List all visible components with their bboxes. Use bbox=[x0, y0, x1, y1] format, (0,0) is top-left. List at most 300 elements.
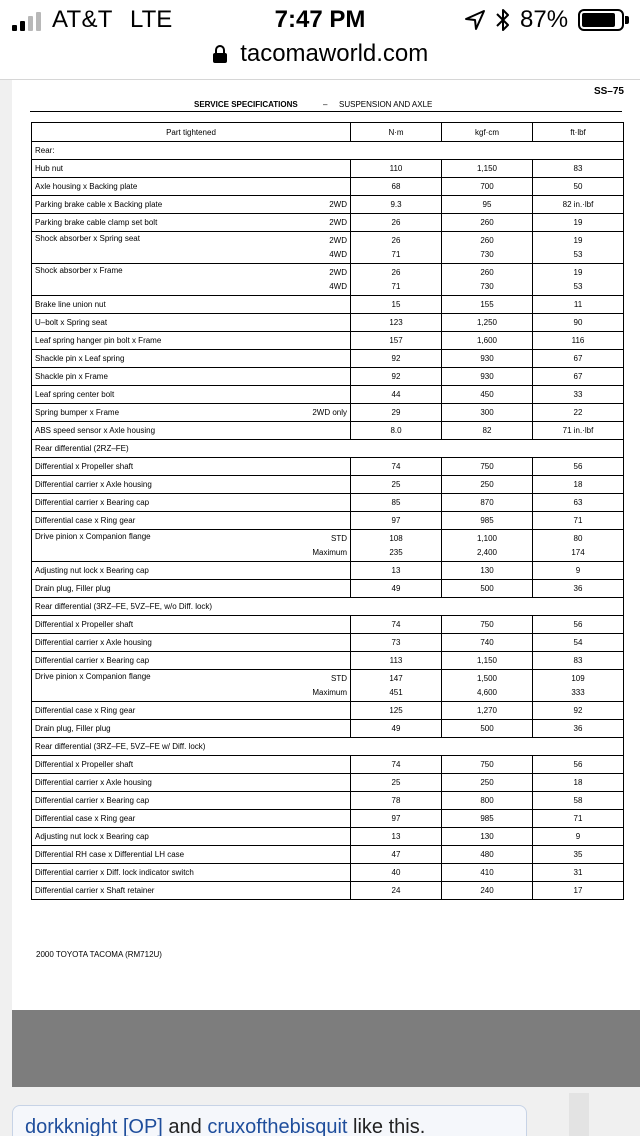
ft-value: 31 bbox=[533, 864, 624, 882]
part-cell bbox=[32, 332, 351, 350]
part-notes bbox=[329, 234, 347, 262]
part-cell bbox=[32, 652, 351, 670]
ft-value: 56 bbox=[533, 458, 624, 476]
kgf-value: 410 bbox=[442, 864, 533, 882]
part-name: Drive pinion x Companion flange bbox=[35, 531, 151, 541]
part-cell bbox=[32, 368, 351, 386]
battery-percent: 87% bbox=[520, 6, 569, 33]
part-name: Differential carrier x Bearing cap bbox=[35, 796, 150, 805]
likes-card bbox=[12, 1105, 527, 1136]
nm-value: 92 bbox=[351, 368, 442, 386]
part-name: Differential carrier x Axle housing bbox=[35, 480, 152, 489]
kgf-value: 95 bbox=[442, 196, 533, 214]
ft-value: 67 bbox=[533, 350, 624, 368]
nm-value: 8.0 bbox=[351, 422, 442, 440]
nm-value: 26 bbox=[391, 235, 401, 245]
nm-value: 47 bbox=[351, 846, 442, 864]
ft-value: 19 bbox=[573, 267, 583, 277]
table-row bbox=[32, 196, 624, 214]
part-name: Differential x Propeller shaft bbox=[35, 760, 134, 769]
nm-value: 235 bbox=[389, 547, 403, 557]
part-cell bbox=[32, 350, 351, 368]
part-name: Differential RH case x Differential LH case bbox=[35, 850, 185, 859]
part-cell bbox=[32, 296, 351, 314]
kgf-value: 930 bbox=[442, 350, 533, 368]
header-title: SERVICE SPECIFICATIONS bbox=[194, 100, 298, 109]
url-text[interactable]: tacomaworld.com bbox=[240, 40, 429, 67]
kgf-value: 260 bbox=[442, 214, 533, 232]
section-row bbox=[32, 738, 624, 756]
part-cell bbox=[32, 846, 351, 864]
part-name: Parking brake cable clamp set bolt bbox=[35, 218, 158, 227]
nm-value: 49 bbox=[351, 580, 442, 598]
part-name: Leaf spring center bolt bbox=[35, 390, 115, 399]
table-row bbox=[32, 232, 624, 264]
part-name: Spring bumper x Frame bbox=[35, 408, 120, 417]
table-row bbox=[32, 810, 624, 828]
nm-value: 451 bbox=[389, 687, 403, 697]
table-row bbox=[32, 476, 624, 494]
part-note: Maximum bbox=[312, 547, 347, 557]
part-name: Drive pinion x Companion flange bbox=[35, 671, 151, 681]
part-cell bbox=[32, 810, 351, 828]
part-note: STD bbox=[331, 673, 347, 683]
kgf-value: 750 bbox=[442, 756, 533, 774]
nm-value: 40 bbox=[351, 864, 442, 882]
kgf-value-cell bbox=[442, 670, 533, 702]
likes-joiner: and bbox=[168, 1116, 202, 1136]
part-cell bbox=[32, 864, 351, 882]
nm-value: 26 bbox=[351, 214, 442, 232]
kgf-value-cell bbox=[442, 264, 533, 296]
table-row bbox=[32, 494, 624, 512]
nm-value: 74 bbox=[351, 458, 442, 476]
ft-value: 58 bbox=[533, 792, 624, 810]
header-dash: – bbox=[323, 100, 328, 109]
column-header-ft: ft·lbf bbox=[533, 123, 624, 142]
table-row bbox=[32, 350, 624, 368]
table-row bbox=[32, 670, 624, 702]
kgf-value: 730 bbox=[480, 281, 494, 291]
table-row bbox=[32, 864, 624, 882]
part-name: Parking brake cable x Backing plate bbox=[35, 200, 163, 209]
ft-value: 71 in.·lbf bbox=[533, 422, 624, 440]
ft-value-cell bbox=[533, 264, 624, 296]
part-cell bbox=[32, 634, 351, 652]
ft-value: 71 bbox=[533, 512, 624, 530]
battery-level-fill bbox=[582, 13, 615, 27]
table-row bbox=[32, 580, 624, 598]
ft-value-stack bbox=[533, 532, 623, 560]
kgf-value: 130 bbox=[442, 562, 533, 580]
part-name: Differential x Propeller shaft bbox=[35, 462, 134, 471]
table-body bbox=[32, 142, 624, 900]
part-cell bbox=[32, 264, 351, 296]
kgf-value: 1,150 bbox=[442, 652, 533, 670]
nm-value-cell bbox=[351, 530, 442, 562]
part-cell bbox=[32, 214, 351, 232]
table-row bbox=[32, 562, 624, 580]
ft-value: 19 bbox=[573, 235, 583, 245]
table-row bbox=[32, 386, 624, 404]
table-row bbox=[32, 720, 624, 738]
nm-value-stack bbox=[351, 234, 441, 262]
column-header-nm: N·m bbox=[351, 123, 442, 142]
nm-value: 125 bbox=[351, 702, 442, 720]
table-header-row bbox=[32, 123, 624, 142]
part-note: 2WD bbox=[329, 200, 347, 209]
section-label: Rear: bbox=[32, 142, 624, 160]
nm-value-cell bbox=[351, 232, 442, 264]
table-row bbox=[32, 296, 624, 314]
kgf-value: 700 bbox=[442, 178, 533, 196]
ft-value: 53 bbox=[573, 281, 583, 291]
table-row bbox=[32, 616, 624, 634]
kgf-value: 260 bbox=[480, 267, 494, 277]
part-name: Differential x Propeller shaft bbox=[35, 620, 134, 629]
ft-value: 54 bbox=[533, 634, 624, 652]
nm-value: 108 bbox=[389, 533, 403, 543]
kgf-value: 1,600 bbox=[442, 332, 533, 350]
nm-value: 68 bbox=[351, 178, 442, 196]
kgf-value: 240 bbox=[442, 882, 533, 900]
section-row bbox=[32, 598, 624, 616]
lock-icon bbox=[212, 44, 228, 64]
kgf-value-stack bbox=[442, 672, 532, 700]
section-row bbox=[32, 440, 624, 458]
table-row bbox=[32, 702, 624, 720]
part-cell bbox=[32, 232, 351, 264]
part-name: Differential carrier x Diff. lock indicator switch bbox=[35, 868, 194, 877]
table-row bbox=[32, 214, 624, 232]
ft-value: 56 bbox=[533, 616, 624, 634]
part-cell bbox=[32, 616, 351, 634]
nm-value-cell bbox=[351, 264, 442, 296]
table-row bbox=[32, 512, 624, 530]
part-name: Differential case x Ring gear bbox=[35, 706, 136, 715]
column-header-part: Part tightened bbox=[32, 123, 351, 142]
nm-value: 123 bbox=[351, 314, 442, 332]
document-footer: 2000 TOYOTA TACOMA (RM712U) bbox=[36, 950, 162, 959]
ft-value: 33 bbox=[533, 386, 624, 404]
ft-value: 63 bbox=[533, 494, 624, 512]
nm-value: 147 bbox=[389, 673, 403, 683]
kgf-value-cell bbox=[442, 530, 533, 562]
part-name: Brake line union nut bbox=[35, 300, 106, 309]
nm-value: 73 bbox=[351, 634, 442, 652]
table-row bbox=[32, 458, 624, 476]
part-cell bbox=[32, 476, 351, 494]
kgf-value: 750 bbox=[442, 616, 533, 634]
ft-value: 36 bbox=[533, 720, 624, 738]
section-row bbox=[32, 142, 624, 160]
nm-value-stack bbox=[351, 532, 441, 560]
kgf-value: 740 bbox=[442, 634, 533, 652]
ft-value: 83 bbox=[533, 160, 624, 178]
part-note: 4WD bbox=[329, 281, 347, 291]
table-row bbox=[32, 178, 624, 196]
ft-value: 17 bbox=[533, 882, 624, 900]
header-rule bbox=[30, 111, 622, 112]
nm-value: 9.3 bbox=[351, 196, 442, 214]
nm-value: 25 bbox=[351, 476, 442, 494]
table-row bbox=[32, 368, 624, 386]
kgf-value: 4,600 bbox=[476, 687, 498, 697]
ft-value: 80 bbox=[573, 533, 583, 543]
part-cell bbox=[32, 196, 351, 214]
ft-value: 35 bbox=[533, 846, 624, 864]
scroll-strip bbox=[569, 1093, 589, 1136]
kgf-value: 800 bbox=[442, 792, 533, 810]
kgf-value: 1,250 bbox=[442, 314, 533, 332]
nm-value: 15 bbox=[351, 296, 442, 314]
part-cell bbox=[32, 512, 351, 530]
nm-value: 71 bbox=[391, 281, 401, 291]
ft-value: 36 bbox=[533, 580, 624, 598]
part-name: Axle housing x Backing plate bbox=[35, 182, 138, 191]
kgf-value: 155 bbox=[442, 296, 533, 314]
ft-value: 9 bbox=[533, 562, 624, 580]
part-cell bbox=[32, 670, 351, 702]
part-cell bbox=[32, 756, 351, 774]
kgf-value: 300 bbox=[442, 404, 533, 422]
nm-value: 110 bbox=[351, 160, 442, 178]
section-label: Rear differential (3RZ–FE, 5VZ–FE w/ Diff. lock) bbox=[32, 738, 624, 756]
part-name: Adjusting nut lock x Bearing cap bbox=[35, 566, 149, 575]
part-notes bbox=[312, 532, 347, 560]
part-note: 4WD bbox=[329, 249, 347, 259]
table-row bbox=[32, 332, 624, 350]
nm-value: 92 bbox=[351, 350, 442, 368]
nm-value: 25 bbox=[351, 774, 442, 792]
kgf-value: 1,270 bbox=[442, 702, 533, 720]
part-name: Differential carrier x Axle housing bbox=[35, 778, 152, 787]
part-note: 2WD bbox=[329, 235, 347, 245]
table-row bbox=[32, 404, 624, 422]
ft-value: 92 bbox=[533, 702, 624, 720]
table-row bbox=[32, 634, 624, 652]
part-name: Drain plug, Filler plug bbox=[35, 584, 111, 593]
kgf-value: 985 bbox=[442, 512, 533, 530]
part-cell bbox=[32, 386, 351, 404]
nm-value: 157 bbox=[351, 332, 442, 350]
kgf-value-stack bbox=[442, 234, 532, 262]
part-note: 2WD bbox=[329, 267, 347, 277]
part-name: Differential case x Ring gear bbox=[35, 814, 136, 823]
ft-value: 18 bbox=[533, 774, 624, 792]
user-link-cruxofthebisquit[interactable]: cruxofthebisquit bbox=[207, 1116, 348, 1136]
ft-value-stack bbox=[533, 672, 623, 700]
nm-value: 113 bbox=[351, 652, 442, 670]
kgf-value-stack bbox=[442, 532, 532, 560]
kgf-value-cell bbox=[442, 232, 533, 264]
location-arrow-icon bbox=[464, 9, 486, 31]
ft-value: 53 bbox=[573, 249, 583, 259]
part-cell bbox=[32, 178, 351, 196]
nm-value: 85 bbox=[351, 494, 442, 512]
page-code: SS–75 bbox=[593, 86, 624, 97]
part-name: Differential case x Ring gear bbox=[35, 516, 136, 525]
ft-value-stack bbox=[533, 234, 623, 262]
torque-spec-table bbox=[31, 122, 624, 900]
part-name: Drain plug, Filler plug bbox=[35, 724, 111, 733]
likes-text bbox=[25, 1116, 425, 1136]
part-note: Maximum bbox=[312, 687, 347, 697]
nm-value: 24 bbox=[351, 882, 442, 900]
kgf-value: 500 bbox=[442, 580, 533, 598]
table-row bbox=[32, 530, 624, 562]
part-cell bbox=[32, 882, 351, 900]
part-cell bbox=[32, 458, 351, 476]
ft-value: 9 bbox=[533, 828, 624, 846]
part-cell bbox=[32, 702, 351, 720]
battery-icon bbox=[578, 9, 624, 31]
user-link-dorkknight[interactable]: dorkknight bbox=[25, 1116, 118, 1136]
part-cell bbox=[32, 494, 351, 512]
table-row bbox=[32, 846, 624, 864]
kgf-value: 500 bbox=[442, 720, 533, 738]
status-time: 7:47 PM bbox=[274, 6, 366, 33]
ft-value: 83 bbox=[533, 652, 624, 670]
nm-value: 74 bbox=[351, 616, 442, 634]
nm-value: 49 bbox=[351, 720, 442, 738]
part-name: Shock absorber x Frame bbox=[35, 265, 123, 275]
part-cell bbox=[32, 774, 351, 792]
nm-value: 78 bbox=[351, 792, 442, 810]
kgf-value: 480 bbox=[442, 846, 533, 864]
header-subtitle: SUSPENSION AND AXLE bbox=[339, 100, 433, 109]
document-page bbox=[12, 80, 640, 1010]
part-name: Adjusting nut lock x Bearing cap bbox=[35, 832, 149, 841]
op-badge[interactable]: [OP] bbox=[122, 1116, 163, 1136]
section-label: Rear differential (3RZ–FE, 5VZ–FE, w/o Diff. lock) bbox=[32, 598, 624, 616]
table-row bbox=[32, 422, 624, 440]
kgf-value-stack bbox=[442, 266, 532, 294]
table-row bbox=[32, 160, 624, 178]
nm-value: 13 bbox=[351, 562, 442, 580]
ft-value: 116 bbox=[533, 332, 624, 350]
ft-value: 50 bbox=[533, 178, 624, 196]
part-cell bbox=[32, 792, 351, 810]
nm-value: 44 bbox=[351, 386, 442, 404]
part-cell bbox=[32, 580, 351, 598]
bluetooth-icon bbox=[495, 7, 511, 33]
kgf-value: 730 bbox=[480, 249, 494, 259]
ft-value: 56 bbox=[533, 756, 624, 774]
part-notes bbox=[312, 672, 347, 700]
part-name: Shackle pin x Frame bbox=[35, 372, 108, 381]
part-name: Shackle pin x Leaf spring bbox=[35, 354, 125, 363]
table-row bbox=[32, 756, 624, 774]
ft-value-cell bbox=[533, 232, 624, 264]
nm-value: 13 bbox=[351, 828, 442, 846]
ft-value-cell bbox=[533, 530, 624, 562]
table-row bbox=[32, 652, 624, 670]
document-lower-margin bbox=[12, 1010, 640, 1087]
nm-value-cell bbox=[351, 670, 442, 702]
table-row bbox=[32, 792, 624, 810]
address-bar[interactable] bbox=[0, 40, 640, 78]
part-name: Differential carrier x Shaft retainer bbox=[35, 886, 155, 895]
kgf-value: 250 bbox=[442, 774, 533, 792]
kgf-value: 450 bbox=[442, 386, 533, 404]
table-row bbox=[32, 882, 624, 900]
kgf-value: 750 bbox=[442, 458, 533, 476]
part-name: Shock absorber x Spring seat bbox=[35, 233, 140, 243]
part-cell bbox=[32, 422, 351, 440]
column-header-kgf: kgf·cm bbox=[442, 123, 533, 142]
part-name: Differential carrier x Bearing cap bbox=[35, 498, 150, 507]
kgf-value: 930 bbox=[442, 368, 533, 386]
kgf-value: 1,500 bbox=[476, 673, 498, 683]
section-label: Rear differential (2RZ–FE) bbox=[32, 440, 624, 458]
part-note: 2WD bbox=[329, 218, 347, 227]
ft-value: 67 bbox=[533, 368, 624, 386]
kgf-value: 82 bbox=[442, 422, 533, 440]
kgf-value: 260 bbox=[480, 235, 494, 245]
part-cell bbox=[32, 530, 351, 562]
ft-value: 18 bbox=[533, 476, 624, 494]
part-cell bbox=[32, 828, 351, 846]
part-note: STD bbox=[331, 533, 347, 543]
kgf-value: 250 bbox=[442, 476, 533, 494]
part-name: Hub nut bbox=[35, 164, 64, 173]
part-name: ABS speed sensor x Axle housing bbox=[35, 426, 156, 435]
likes-suffix: like this. bbox=[353, 1116, 426, 1136]
nm-value: 74 bbox=[351, 756, 442, 774]
part-cell bbox=[32, 562, 351, 580]
nm-value: 97 bbox=[351, 512, 442, 530]
kgf-value: 870 bbox=[442, 494, 533, 512]
kgf-value: 1,100 bbox=[476, 533, 498, 543]
part-cell bbox=[32, 404, 351, 422]
table-row bbox=[32, 264, 624, 296]
ft-value: 109 bbox=[571, 673, 585, 683]
nm-value-stack bbox=[351, 672, 441, 700]
ft-value: 82 in.·lbf bbox=[533, 196, 624, 214]
nm-value: 29 bbox=[351, 404, 442, 422]
part-name: Leaf spring hanger pin bolt x Frame bbox=[35, 336, 162, 345]
ft-value: 22 bbox=[533, 404, 624, 422]
kgf-value: 130 bbox=[442, 828, 533, 846]
nm-value-stack bbox=[351, 266, 441, 294]
part-name: Differential carrier x Bearing cap bbox=[35, 656, 150, 665]
part-cell bbox=[32, 720, 351, 738]
ft-value: 11 bbox=[533, 296, 624, 314]
kgf-value: 2,400 bbox=[476, 547, 498, 557]
page-viewer[interactable] bbox=[0, 79, 640, 1136]
status-bar bbox=[0, 0, 640, 40]
part-notes bbox=[329, 266, 347, 294]
part-cell bbox=[32, 314, 351, 332]
table-row bbox=[32, 774, 624, 792]
part-name: U–bolt x Spring seat bbox=[35, 318, 108, 327]
nm-value: 97 bbox=[351, 810, 442, 828]
nm-value: 71 bbox=[391, 249, 401, 259]
network-type: LTE bbox=[130, 6, 173, 33]
ft-value-cell bbox=[533, 670, 624, 702]
table-row bbox=[32, 828, 624, 846]
ft-value: 174 bbox=[571, 547, 585, 557]
ft-value: 90 bbox=[533, 314, 624, 332]
table-row bbox=[32, 314, 624, 332]
ft-value: 19 bbox=[533, 214, 624, 232]
part-note: 2WD only bbox=[312, 408, 347, 417]
kgf-value: 985 bbox=[442, 810, 533, 828]
ft-value-stack bbox=[533, 266, 623, 294]
part-name: Differential carrier x Axle housing bbox=[35, 638, 152, 647]
kgf-value: 1,150 bbox=[442, 160, 533, 178]
